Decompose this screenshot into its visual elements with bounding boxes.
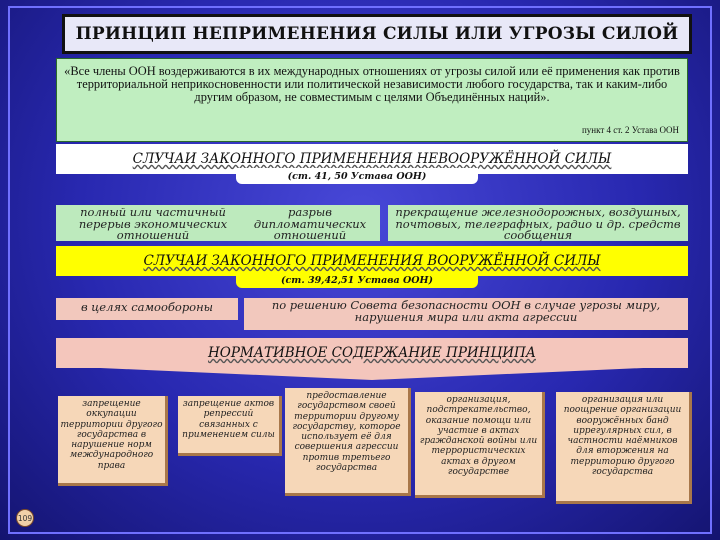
unarmed-force-articles: (ст. 41, 50 Устава ООН) xyxy=(236,168,478,184)
norm-item-reprisals: запрещение актов репрессий связанных с применением силы xyxy=(178,396,282,456)
unarmed-item-diplomatic: разрыв дипломатических отношений xyxy=(240,205,380,241)
unarmed-item-economic: полный или частичный перерыв экономических отношений xyxy=(56,205,250,241)
unarmed-item-communications: прекращение железнодорожных, воздушных, почтовых, телеграфных, радио и др. средств сообщения xyxy=(388,205,688,241)
norm-item-territory: предоставление государством своей территории другому государству, которое использует её для совершения агрессии против третьего государства xyxy=(285,388,411,496)
slide-title: ПРИНЦИП НЕПРИМЕНЕНИЯ СИЛЫ ИЛИ УГРОЗЫ СИЛОЙ xyxy=(62,14,692,54)
armed-item-security-council: по решению Совета безопасности ООН в случае угрозы миру, нарушения мира или акта агрессии xyxy=(244,298,688,330)
quote-reference: пункт 4 ст. 2 Устава ООН xyxy=(581,125,679,135)
page-number: 109 xyxy=(16,509,34,527)
unarmed-force-heading: СЛУЧАИ ЗАКОННОГО ПРИМЕНЕНИЯ НЕВООРУЖЁННОЙ СИЛЫ xyxy=(56,144,688,174)
normative-content-heading: НОРМАТИВНОЕ СОДЕРЖАНИЕ ПРИНЦИПА xyxy=(56,338,688,368)
armed-item-self-defense: в целях самообороны xyxy=(56,298,238,320)
charter-quote xyxy=(56,58,688,142)
norm-item-civil-war: организация, подстрекательство, оказание помощи или участие в актах гражданской войны или террористических актах в другом государстве xyxy=(415,392,545,498)
armed-force-heading: СЛУЧАИ ЗАКОННОГО ПРИМЕНЕНИЯ ВООРУЖЁННОЙ СИЛЫ xyxy=(56,246,688,276)
quote-text: «Все члены ООН воздерживаются в их международных отношениях от угрозы силой или её применения как против территориальной неприкосновенности или политической независимости любого государства, так и каким-либо другим образом, не совместимым с целями Объединённых наций». xyxy=(64,64,680,104)
armed-force-articles: (ст. 39,42,51 Устава ООН) xyxy=(236,272,478,288)
norm-item-occupation: запрещение оккупации территории другого государства в нарушение норм международного права xyxy=(58,396,168,486)
normative-arrow xyxy=(56,366,688,380)
norm-item-armed-bands: организация или поощрение организации вооружённых банд иррегулярных сил, в частности наёмников для вторжения на территорию другого государства xyxy=(556,392,692,504)
